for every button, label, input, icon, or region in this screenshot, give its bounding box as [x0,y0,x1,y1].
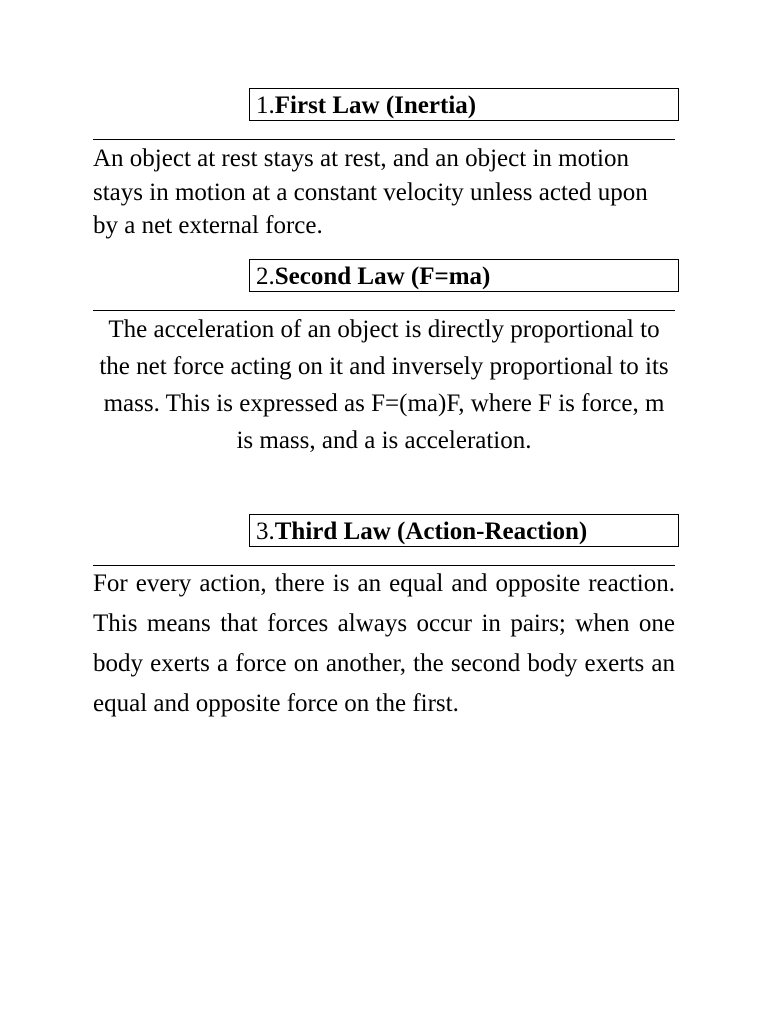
law-number: 1. [256,92,275,119]
law-description-second: The acceleration of an object is directly proportional to the net force acting on it and inversely proportional to its mass. This is expressed as F=(ma)F, where F is force, m is mass, and a is acceleration. [99,316,669,454]
law-number: 2. [256,263,275,290]
law-heading-first [249,88,679,121]
law-title: Third Law (Action-Reaction) [274,518,588,545]
law-title: First Law (Inertia) [274,92,477,119]
law-description-third: For every action, there is an equal and opposite reaction. This means that forces always occur in pairs; when one body exerts a force on another, the second body exerts an equal and opposite force on the first. [93,570,675,717]
horizontal-rule [93,139,675,140]
law-description-first: An object at rest stays at rest, and an object in motion stays in motion at a constant velocity unless acted upon by a net external force. [93,145,648,239]
law-title: Second Law (F=ma) [274,263,491,290]
law-heading-second [249,259,679,292]
law-number: 3. [256,518,275,545]
law-heading-third [249,514,679,547]
